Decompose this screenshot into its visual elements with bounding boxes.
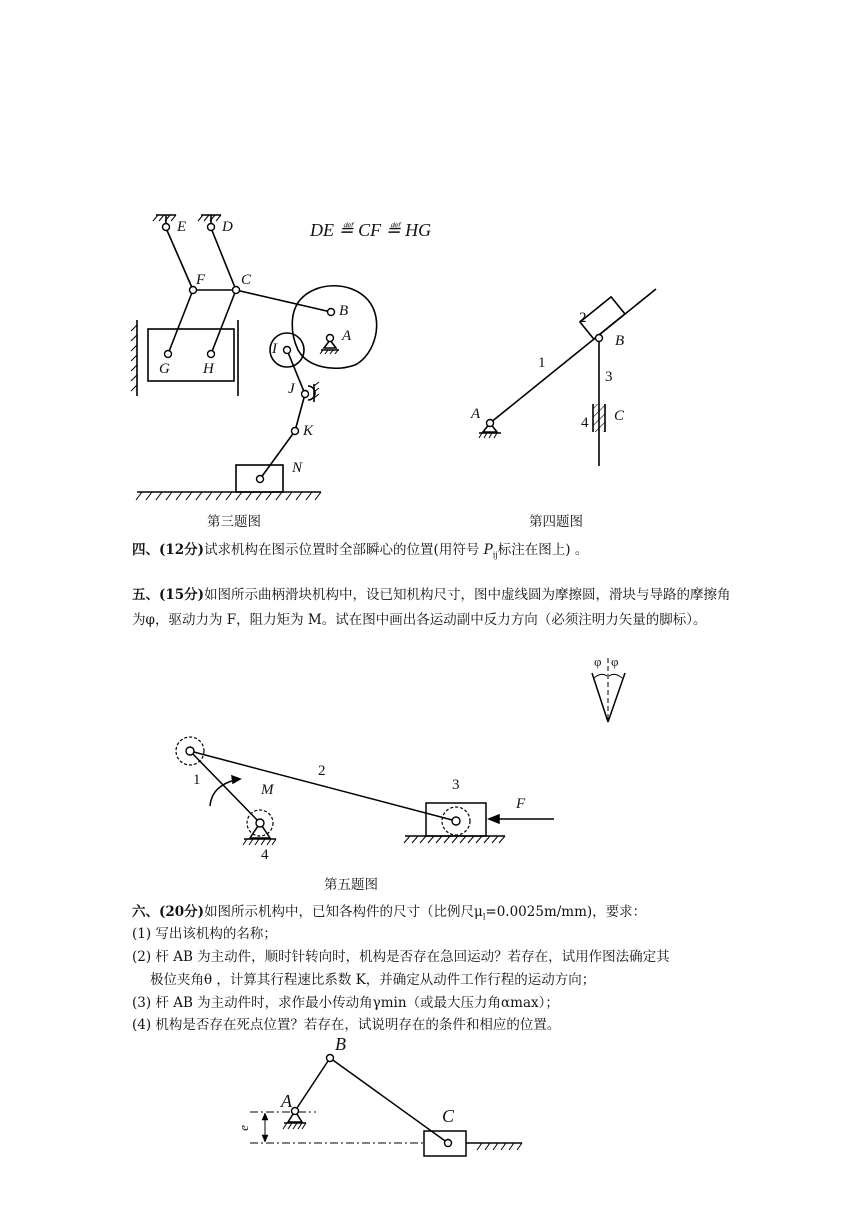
label-I: I [272, 341, 277, 357]
label-D: D [222, 219, 233, 235]
equation: DE ≝ CF ≝ HG [310, 220, 432, 240]
label-B4: B [615, 333, 625, 349]
label-2: 2 [579, 310, 587, 326]
phi-left: φ [594, 654, 602, 669]
label-C4: C [614, 408, 625, 424]
label-H: H [203, 361, 214, 377]
label-M: M [261, 782, 274, 798]
label-6-B: B [335, 1034, 346, 1054]
fig4-caption: 第四题图 [529, 514, 583, 530]
label-E: E [177, 219, 187, 235]
label-B: B [339, 303, 349, 319]
label-6-e: e [235, 1125, 251, 1131]
label-F5: F [516, 796, 526, 812]
fig3-caption: 第三题图 [207, 514, 261, 530]
question-6-item-2: (2) 杆 AB 为主动件，顺时针转向时，机构是否存在急回运动？若存在，试用作图法确定其 [132, 949, 670, 965]
question-4: 四、(12分)试求机构在图示位置时全部瞬心的位置(用符号 $P_{ij}$标注在图上) 。 [132, 542, 589, 560]
question-6-item-2b: 极位夹角θ ，计算其行程速比系数 K，并确定从动件工作行程的运动方向； [150, 972, 596, 988]
fig5-caption: 第五题图 [324, 877, 378, 893]
label-6-A: A [281, 1091, 292, 1111]
label-5-3: 3 [452, 777, 460, 793]
question-6-item-3: (3) 杆 AB 为主动件时，求作最小传动角γmin（或最大压力角αmax）； [132, 995, 559, 1011]
phi-right: φ [611, 654, 619, 669]
label-5-4: 4 [261, 847, 269, 863]
label-A4: A [471, 406, 481, 422]
label-5-1: 1 [193, 772, 201, 788]
label-6-C: C [442, 1106, 455, 1126]
label-N: N [292, 460, 303, 476]
label-J: J [288, 381, 295, 397]
label-K: K [303, 423, 314, 439]
question-6-item-4: (4) 机构是否存在死点位置？若存在，试说明存在的条件和相应的位置。 [132, 1017, 561, 1033]
label-A: A [342, 328, 352, 344]
label-4: 4 [581, 415, 589, 431]
question-6-intro: 六、(20分)如图所示机构中，已知各构件的尺寸（比例尺$\mu_l=0.0025m/mm$)，要求： [132, 904, 647, 922]
question-6-item-1: (1) 写出该机构的名称； [132, 926, 277, 942]
label-G: G [159, 361, 170, 377]
label-3: 3 [605, 369, 613, 385]
label-5-2: 2 [318, 763, 326, 779]
label-1: 1 [538, 355, 546, 371]
label-C: C [241, 272, 252, 288]
question-5: 五、(15分)如图所示曲柄滑块机构中，设已知机构尺寸，图中虚线圆为摩擦圆，滑块与导路的摩擦角为φ，驱动力为 F，阻力矩为 M。试在图中画出各运动副中反力方向（必须注明力矢量的脚标）。 [132, 587, 731, 628]
label-F: F [196, 272, 206, 288]
